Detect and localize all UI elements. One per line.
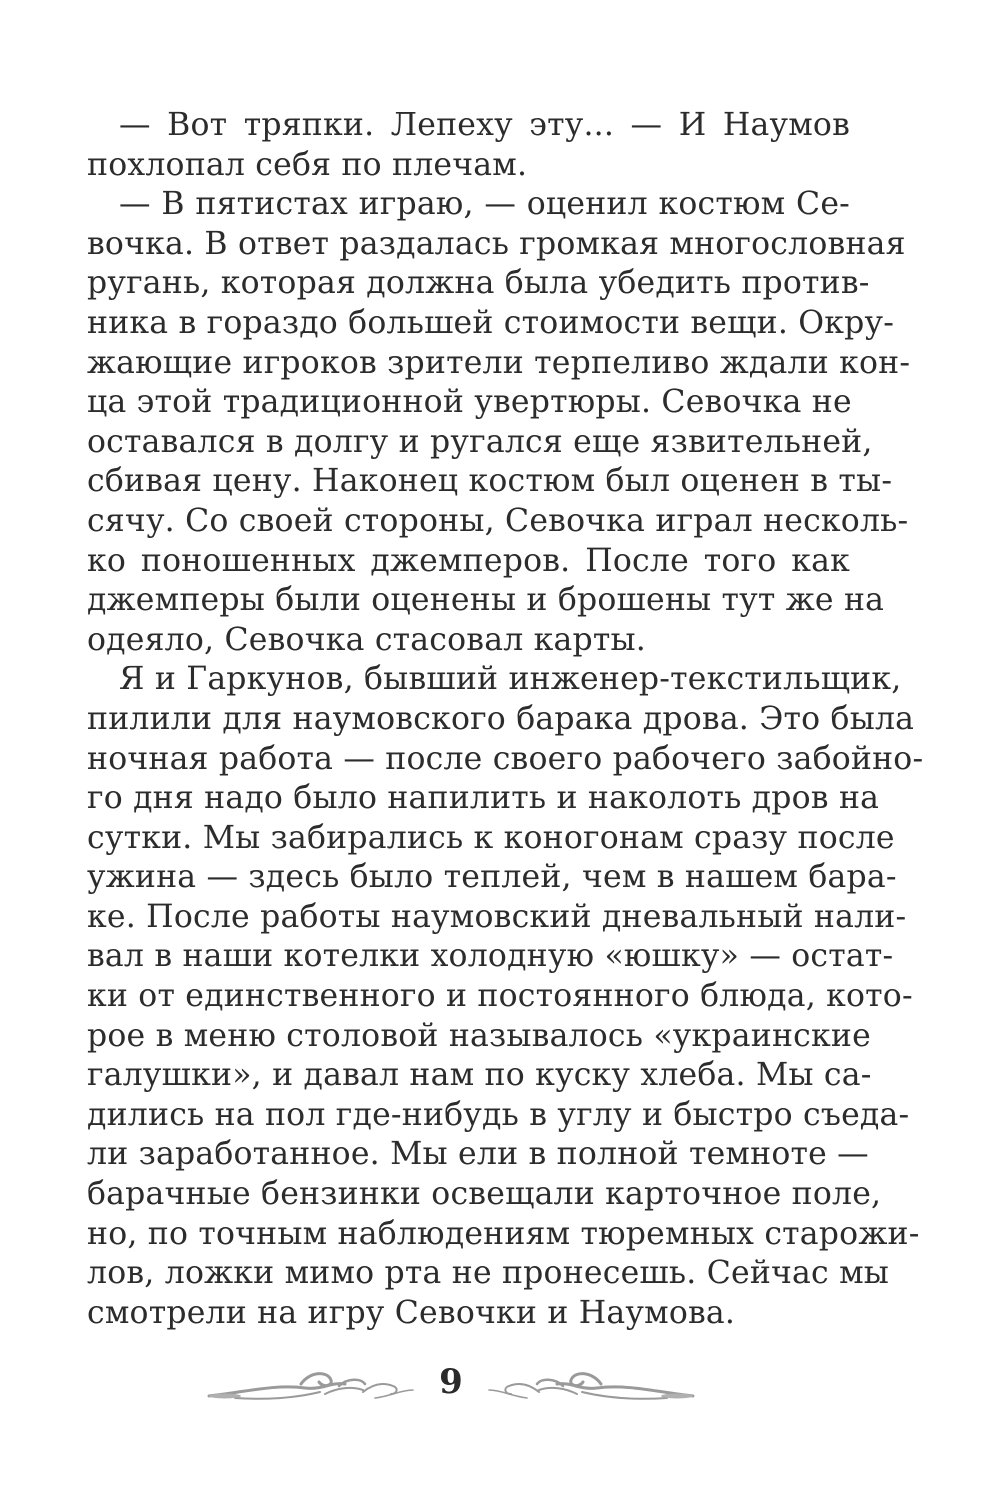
text-line: одеяло, Севочка стасовал карты.	[87, 621, 646, 658]
text-line: сбивая цену. Наконец костюм был оценен в ты-	[87, 463, 893, 500]
text-line: ко поношенных джемперов. После того как	[87, 542, 850, 579]
text-line: ночная работа — после своего рабочего забойно-	[87, 740, 924, 777]
text-line: — Вот тряпки. Лепеху эту... — И Наумов	[119, 107, 850, 143]
text-line: ки от единственного и постоянного блюда, кото-	[87, 978, 913, 1015]
text-line: ли заработанное. Мы ели в полной темноте —	[87, 1136, 869, 1173]
text-line: — В пятистах играю, — оценил костюм Се-	[119, 186, 850, 223]
text-line: галушки», и давал нам по куску хлеба. Мы са-	[87, 1057, 872, 1094]
page-number: 9	[439, 1362, 463, 1402]
text-line: лов, ложки мимо рта не пронесешь. Сейчас мы	[87, 1255, 890, 1292]
text-line: жающие игроков зрители терпеливо ждали кон-	[87, 344, 911, 381]
text-line: Я и Гаркунов, бывший инженер-текстильщик,	[119, 661, 902, 698]
paragraph-2	[87, 185, 911, 660]
paragraph-1	[87, 106, 850, 185]
text-line: сячу. Со своей стороны, Севочка играл несколь-	[87, 502, 909, 539]
text-line: го дня надо было напилить и наколоть дров на	[87, 780, 880, 817]
text-line: рое в меню столовой называлось «украинские	[87, 1017, 871, 1054]
text-line: смотрели на игру Севочки и Наумова.	[87, 1294, 736, 1331]
text-line: джемперы были оценены и брошены тут же на	[87, 582, 885, 619]
text-line: дились на пол где-нибудь в углу и быстро съеда-	[87, 1096, 910, 1133]
paragraph-3	[87, 660, 924, 1333]
text-line: ца этой традиционной увертюры. Севочка не	[87, 384, 852, 421]
text-line: вал в наши котелки холодную «юшку» — остат-	[87, 938, 894, 975]
page-footer	[205, 1354, 697, 1424]
text-line: ужина — здесь было теплей, чем в нашем бара-	[87, 859, 897, 896]
text-line: ругань, которая должна была убедить против-	[87, 265, 870, 302]
text-line: пилили для наумовского барака дрова. Это была	[87, 700, 915, 737]
text-line: вочка. В ответ раздалась громкая многословная	[87, 225, 906, 262]
text-line: но, по точным наблюдениям тюремных старожи-	[87, 1215, 920, 1252]
text-line: ника в гораздо большей стоимости вещи. Окру-	[87, 304, 895, 341]
text-line: ке. После работы наумовский дневальный нали-	[87, 898, 907, 935]
text-line: барачные бензинки освещали карточное поле,	[87, 1176, 882, 1213]
text-line: похлопал себя по плечам.	[87, 146, 528, 183]
text-line: сутки. Мы забирались к коногонам сразу после	[87, 819, 895, 856]
text-line: оставался в долгу и ругался еще язвительней,	[87, 423, 873, 460]
page-body-text	[87, 106, 924, 1333]
